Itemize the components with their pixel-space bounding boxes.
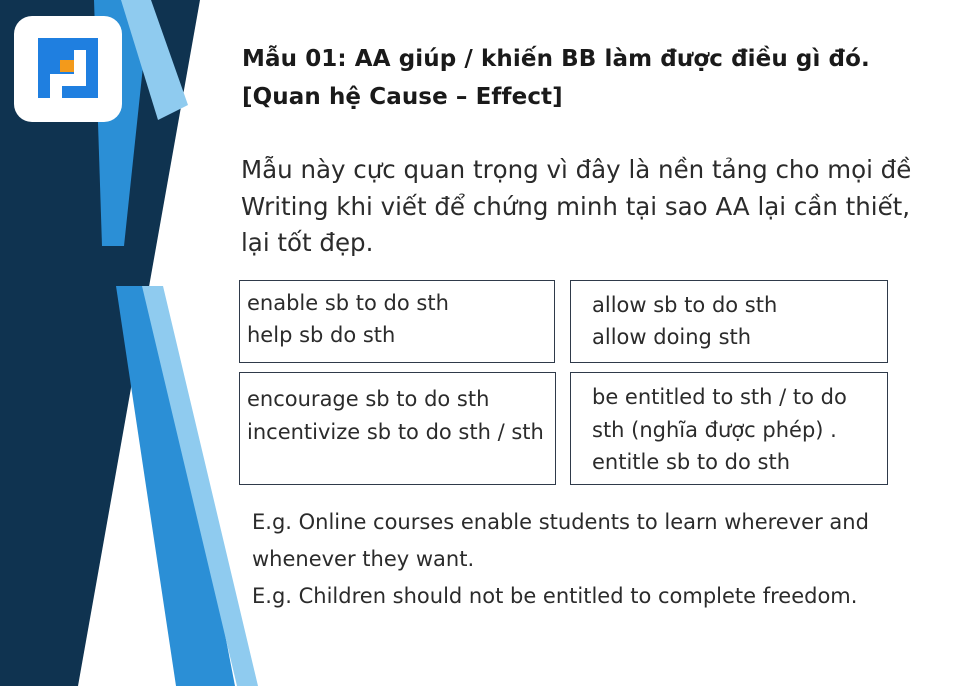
phrase-line: incentivize sb to do sth / sth (247, 420, 544, 444)
example-line-1: E.g. Online courses enable students to learn wherever and (252, 510, 869, 534)
phrase-box-encourage (239, 372, 556, 485)
phrase-box-enable (239, 280, 555, 363)
phrase-line: allow sb to do sth (592, 293, 778, 317)
phrase-line: enable sb to do sth (247, 291, 449, 315)
intro-line-2: Writing khi viết để chứng minh tại sao AA lại cần thiết, (241, 192, 911, 221)
phrase-box-entitled (570, 372, 888, 485)
intro-line-3: lại tốt đẹp. (241, 228, 374, 257)
heading-line-1: Mẫu 01: AA giúp / khiến BB làm được điều gì đó. (242, 46, 870, 72)
phrase-line: entitle sb to do sth (592, 450, 791, 474)
example-line-3: E.g. Children should not be entitled to complete freedom. (252, 584, 858, 608)
phrase-box-allow (570, 280, 888, 363)
logo-tile (14, 16, 122, 122)
phrase-line: be entitled to sth / to do (592, 385, 847, 409)
phrase-line: encourage sb to do sth (247, 387, 490, 411)
heading-line-2: [Quan hệ Cause – Effect] (242, 84, 563, 110)
brand-logo-icon (32, 32, 104, 104)
example-line-2: whenever they want. (252, 547, 475, 571)
intro-line-1: Mẫu này cực quan trọng vì đây là nền tảng cho mọi đề (241, 155, 912, 184)
phrase-line: allow doing sth (592, 325, 752, 349)
phrase-line: help sb do sth (247, 323, 396, 347)
phrase-line: sth (nghĩa được phép) . (592, 418, 837, 442)
